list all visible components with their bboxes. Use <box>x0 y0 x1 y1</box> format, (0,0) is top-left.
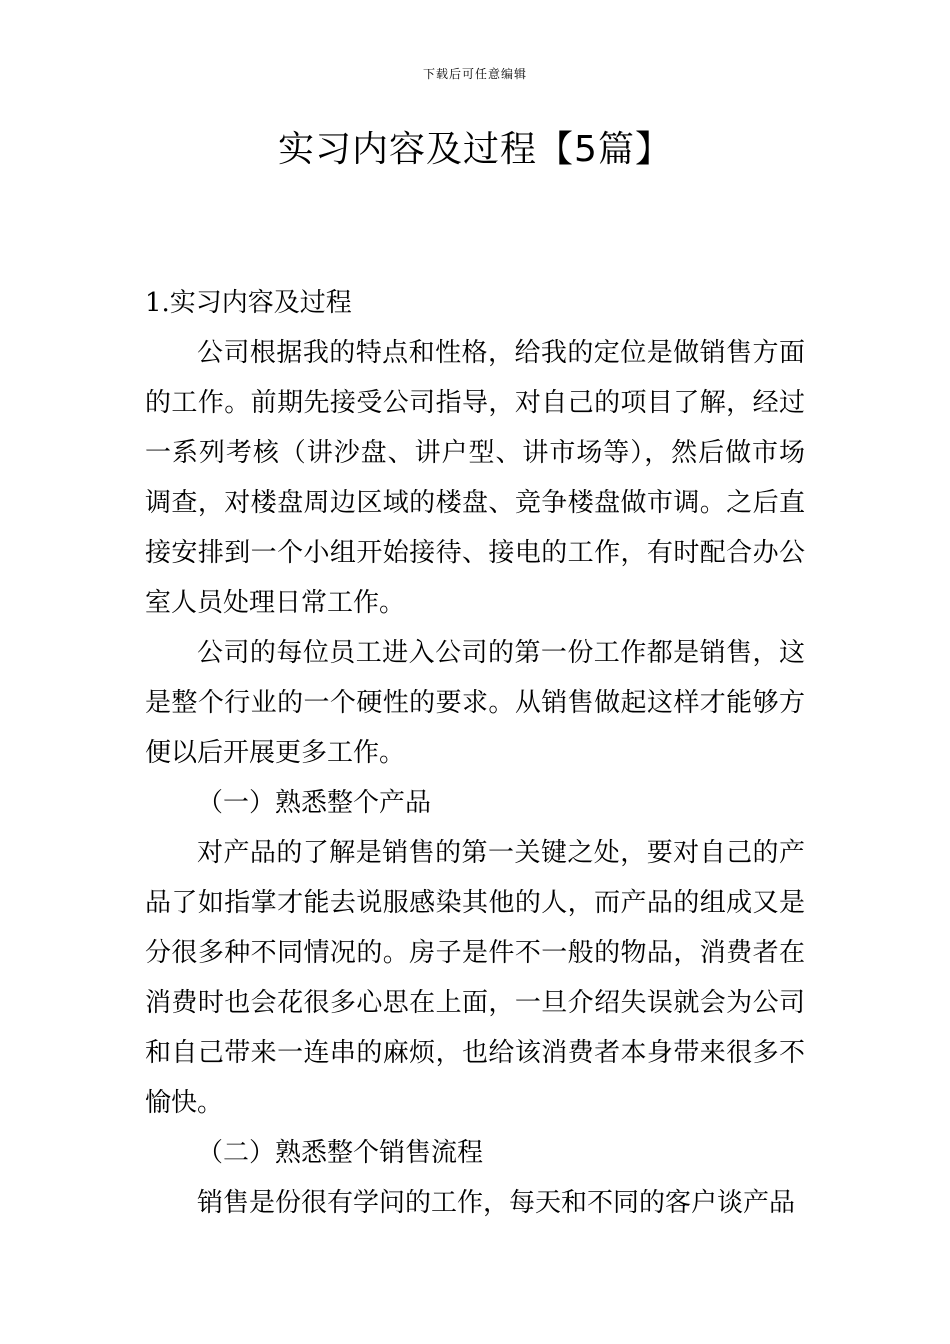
section-heading: 1.实习内容及过程 <box>145 288 352 318</box>
subheading: （一）熟悉整个产品 <box>197 788 432 818</box>
body-paragraph: 公司的每位员工进入公司的第一份工作都是销售，这是整个行业的一个硬性的要求。从销售做起这样才能够方便以后开展更多工作。 <box>145 638 805 768</box>
body-paragraph: 销售是份很有学问的工作，每天和不同的客户谈产品 <box>197 1188 796 1218</box>
body-paragraph: 对产品的了解是销售的第一关键之处，要对自己的产品了如指掌才能去说服感染其他的人，而产品的组成又是分很多种不同情况的。房子是件不一般的物品，消费者在消费时也会花很多心思在上面，一旦介绍失误就会为公司和自己带来一连串的麻烦，也给该消费者本身带来很多不愉快。 <box>145 838 805 1118</box>
document-body <box>145 278 805 1228</box>
header-note: 下载后可任意编辑 <box>422 67 527 81</box>
document-title: 实习内容及过程【5篇】 <box>278 129 672 170</box>
subheading: （二）熟悉整个销售流程 <box>197 1138 484 1168</box>
body-paragraph: 公司根据我的特点和性格，给我的定位是做销售方面的工作。前期先接受公司指导，对自己的项目了解，经过一系列考核（讲沙盘、讲户型、讲市场等），然后做市场调查，对楼盘周边区域的楼盘、竞争楼盘做市调。之后直接安排到一个小组开始接待、接电的工作，有时配合办公室人员处理日常工作。 <box>145 338 805 618</box>
